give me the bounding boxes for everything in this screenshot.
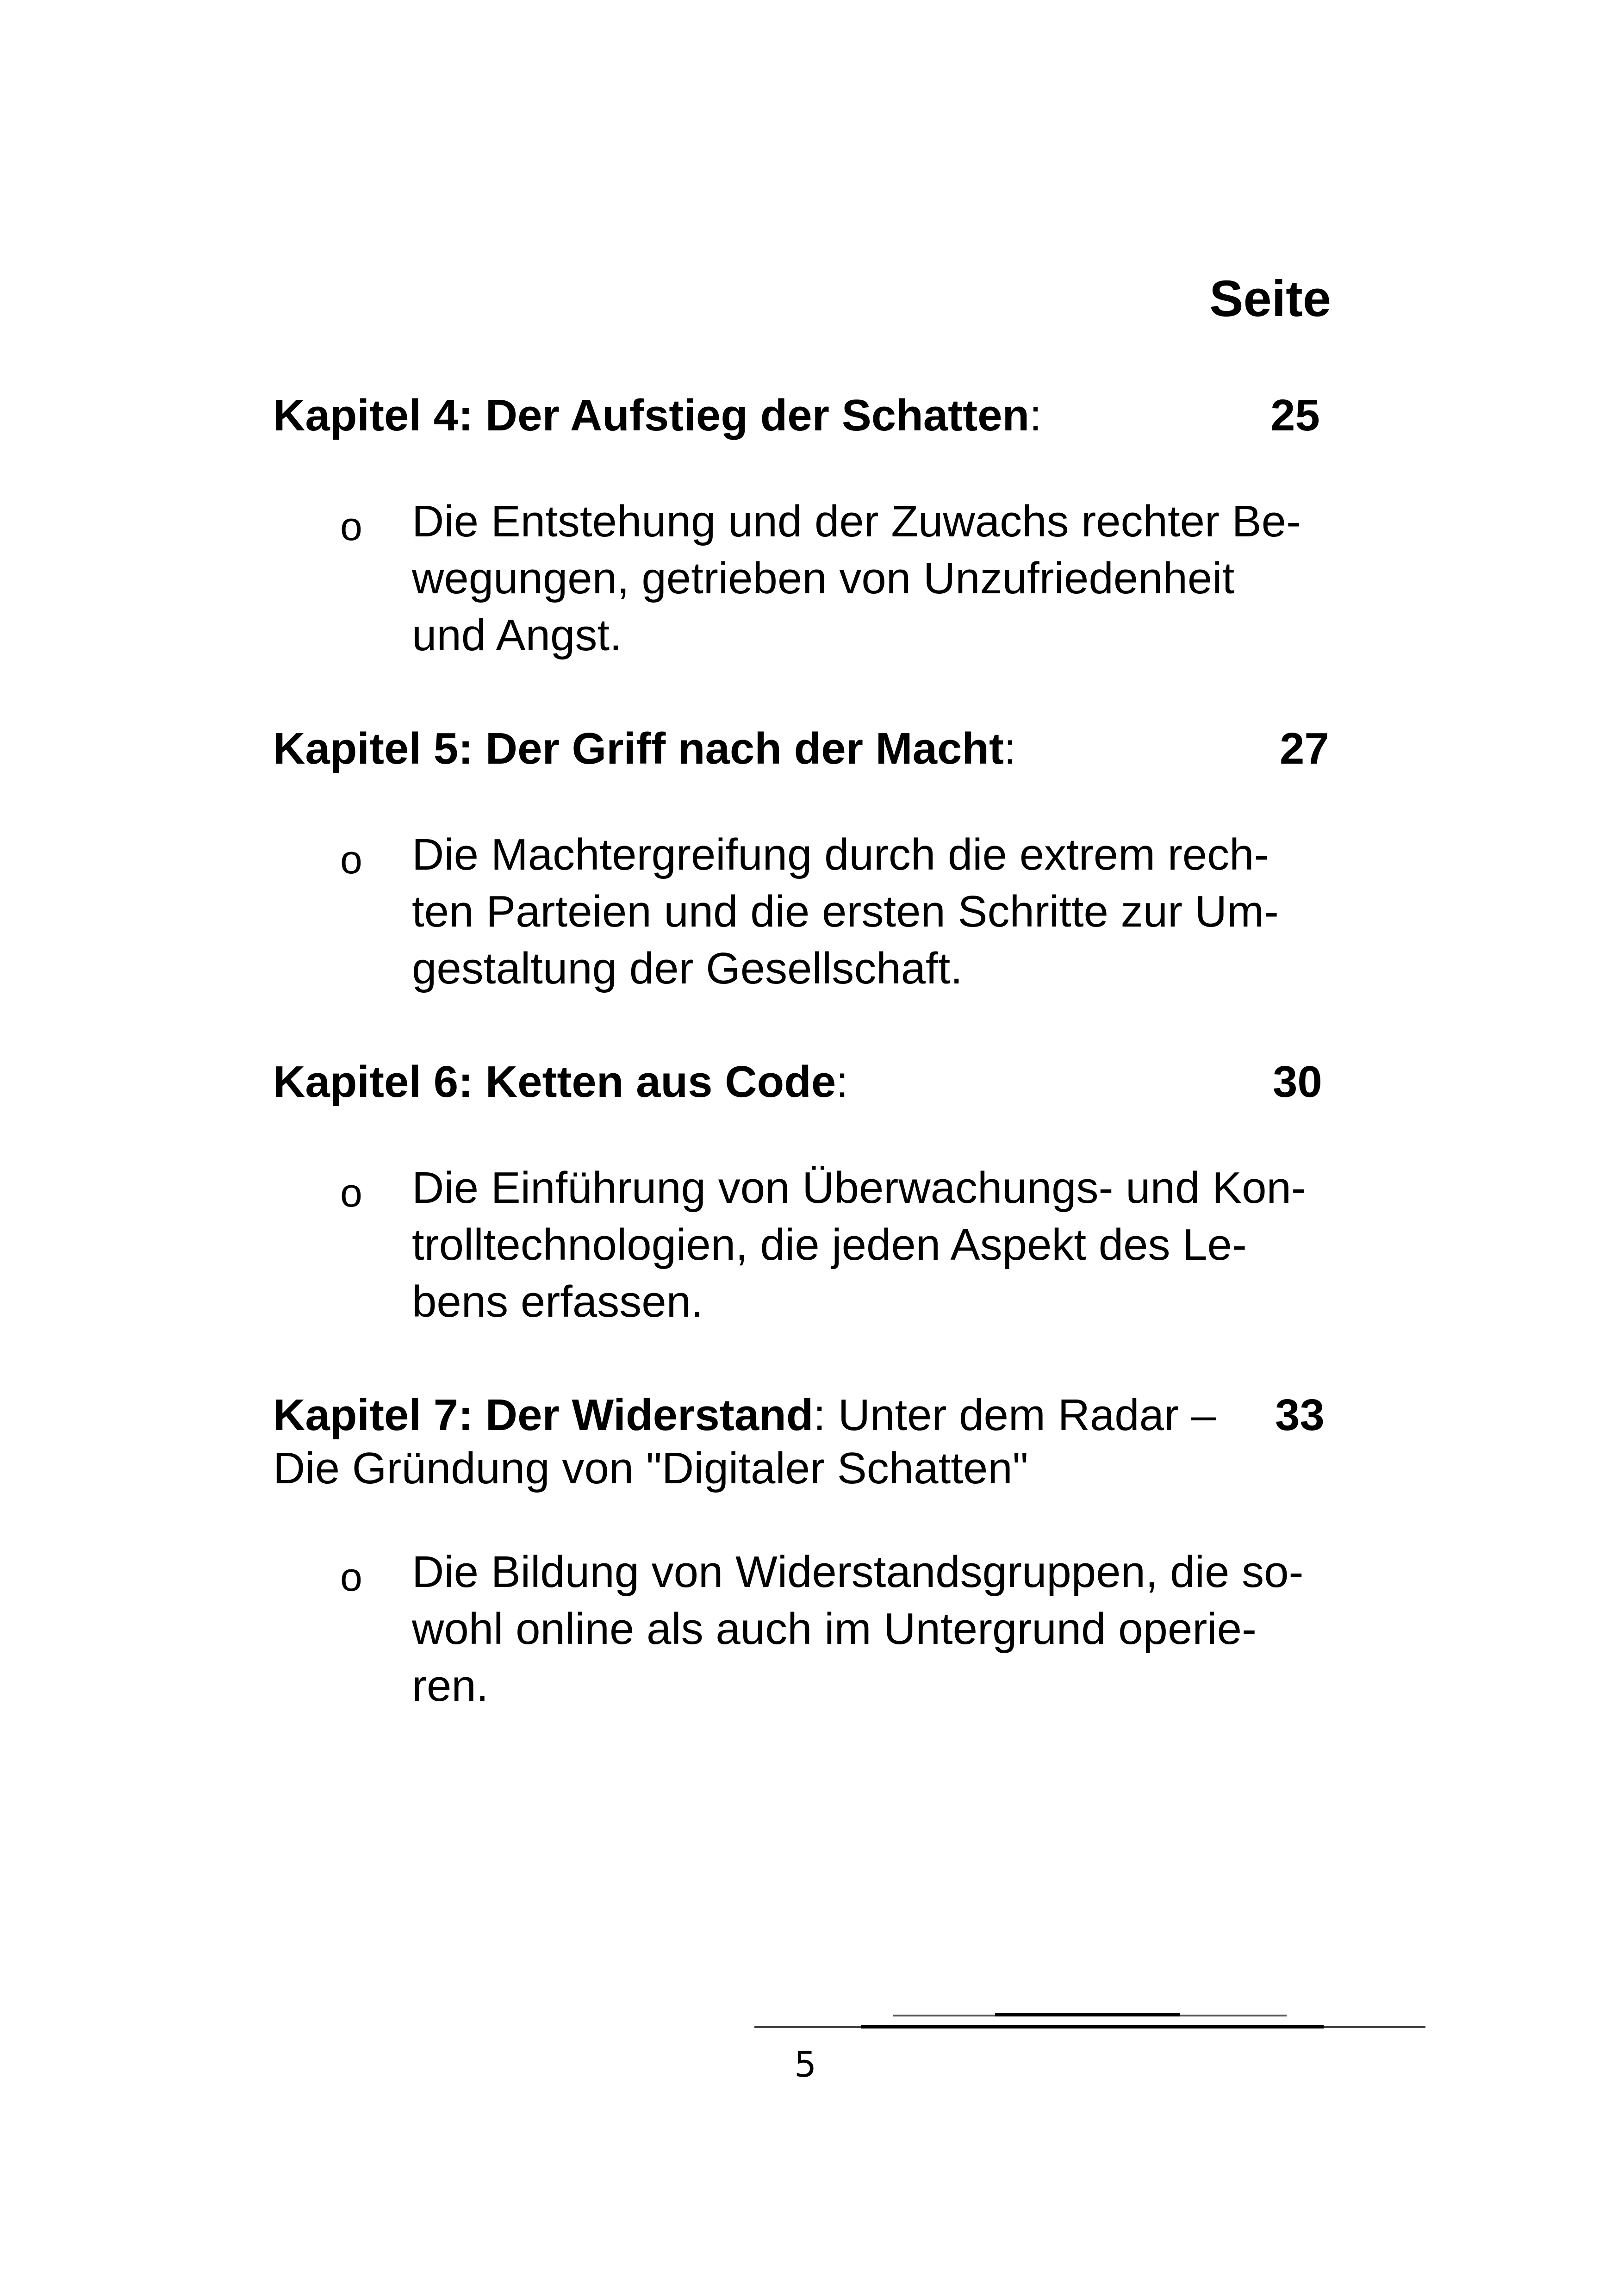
chapter-title-suffix: : <box>1003 724 1016 773</box>
description-line: trolltechnologien, die jeden Aspekt des Le- <box>412 1220 1247 1269</box>
chapter-title: Kapitel 7: Der Widerstand <box>273 1390 814 1440</box>
chapter-title: Kapitel 5: Der Griff nach der Macht <box>273 724 1004 773</box>
chapter-title-suffix: : <box>836 1057 848 1107</box>
chapter-title: Kapitel 6: Ketten aus Code <box>273 1057 836 1107</box>
bullet-marker: o <box>340 1171 362 1215</box>
chapter-title: Kapitel 4: Der Aufstieg der Schatten <box>273 391 1030 440</box>
description-line: wohl online als auch im Untergrund operie- <box>412 1604 1257 1654</box>
description-line: ren. <box>412 1661 489 1711</box>
chapter-description <box>412 1159 1347 1330</box>
description-line: Die Bildung von Widerstandsgruppen, die so- <box>412 1547 1304 1597</box>
bullet-marker: o <box>340 1555 362 1599</box>
description-line: Die Machtergreifung durch die extrem rech- <box>412 830 1269 879</box>
chapter-description <box>412 493 1347 664</box>
footer-rule-lower-accent <box>861 2025 1324 2028</box>
description-line: wegungen, getrieben von Unzufriedenheit <box>412 554 1235 603</box>
toc-entry-chapter-7 <box>273 1386 1338 1444</box>
toc-entry-chapter-5 <box>273 720 1338 778</box>
chapter-page-number: 25 <box>1270 391 1320 440</box>
toc-entry-chapter-6 <box>273 1053 1338 1111</box>
chapter-title-suffix: : Unter dem Radar – <box>813 1390 1216 1440</box>
chapter-title-continuation: Die Gründung von "Digitaler Schatten" <box>273 1444 1028 1493</box>
bullet-marker: o <box>340 504 362 549</box>
description-line: Die Einführung von Überwachungs- und Kon- <box>412 1163 1306 1213</box>
page-column-heading: Seite <box>1209 270 1331 327</box>
chapter-page-number: 27 <box>1280 724 1329 773</box>
description-line: bens erfassen. <box>412 1277 703 1326</box>
chapter-description <box>412 1543 1347 1714</box>
chapter-page-number: 33 <box>1275 1390 1325 1440</box>
footer-rule-accent <box>995 2013 1180 2016</box>
chapter-page-number: 30 <box>1273 1057 1322 1107</box>
bullet-marker: o <box>340 838 362 882</box>
page-number: 5 <box>794 2044 817 2085</box>
description-line: Die Entstehung und der Zuwachs rechter Be- <box>412 497 1301 546</box>
description-line: und Angst. <box>412 610 622 660</box>
description-line: ten Parteien und die ersten Schritte zur Um- <box>412 887 1279 936</box>
description-line: gestaltung der Gesellschaft. <box>412 944 963 993</box>
chapter-description <box>412 826 1347 997</box>
chapter-title-suffix: : <box>1029 391 1042 440</box>
toc-entry-chapter-4 <box>273 386 1338 445</box>
